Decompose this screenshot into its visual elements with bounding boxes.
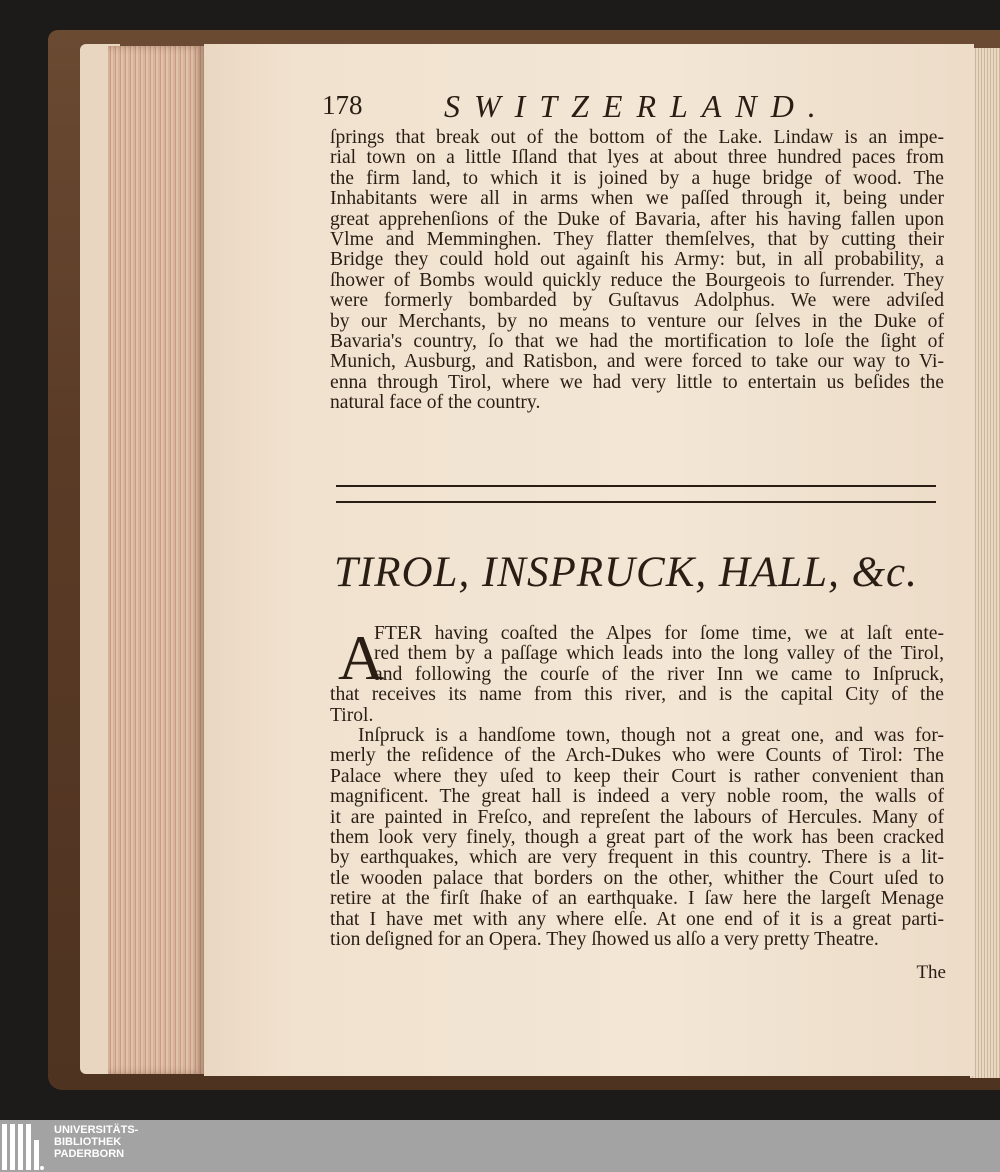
text-line: Tirol. [330,704,374,726]
text-line: Vlme and Memminghen. They flatter themſelves, that by cutting their [330,229,944,251]
text-line: and following the courſe of the river Inn we came to Inſpruck, [374,663,944,685]
library-name-line-2: BIBLIOTHEK [54,1136,122,1148]
library-name-line-1: UNIVERSITÄTS- [54,1124,139,1136]
text-line: retire at the firſt ſhake of an earthquake. I ſaw here the largeſt Menage [330,888,944,910]
drop-cap: A [338,622,385,693]
library-name [54,1124,138,1160]
paragraph-2 [330,624,944,951]
text-line: that I have met with any where elſe. At one end of it is a great parti- [330,908,944,930]
text-line: FTER having coaſted the Alpes for ſome time, we at laſt ente- [374,623,944,644]
text-line: magnificent. The great hall is indeed a very noble room, the walls of [330,786,944,808]
text-line: it are painted in Freſco, and repreſent the labours of Hercules. Many of [330,806,944,828]
text-line: Inſpruck is a handſome town, though not a great one, and was for- [358,725,944,747]
text-line: enna through Tirol, where we had very little to entertain us beſides the [330,371,944,393]
text-line: Bavaria's country, ſo that we had the mortification to loſe the ſight of [330,331,944,353]
text-line: ſprings that break out of the bottom of the Lake. Lindaw is an impe- [330,127,944,148]
text-line: red them by a paſſage which leads into the long valley of the Tirol, [374,643,944,665]
running-head: SWITZERLAND. [444,88,830,124]
text-line: Munich, Ausburg, and Ratisbon, and were forced to take our way to Vi- [330,351,944,373]
library-name-line-3: PADERBORN [54,1148,125,1160]
text-line: tle wooden palace that borders on the other, whither the Court uſed to [330,867,944,889]
section-rule-bottom [336,501,936,503]
text-line: tion deſigned for an Opera. They ſhowed us alſo a very pretty Theatre. [330,929,879,951]
text-line: them look very finely, though a great part of the work has been cracked [330,827,944,849]
text-line: great apprehenſions of the Duke of Bavaria, after his having fallen upon [330,208,944,230]
book-page [204,44,974,1076]
catchword: The [916,962,946,983]
text-line: ſhower of Bombs would quickly reduce the Bourgeois to ſurrender. They [330,269,944,291]
library-footer [0,1120,1000,1172]
page-number: 178 [322,90,363,120]
text-line: rial town on a little Iſland that lyes at about three hundred paces from [330,147,944,169]
text-line: that receives its name from this river, and is the capital City of the [330,684,944,706]
paragraph-1 [330,128,944,414]
text-line: natural face of the country. [330,392,541,414]
section-title: TIROL, INSPRUCK, HALL, &c. [334,549,918,596]
text-line: Palace where they uſed to keep their Court is rather convenient than [330,765,944,787]
text-line: merly the reſidence of the Arch-Dukes who were Counts of Tirol: The [330,745,944,767]
library-logo-icon [0,1124,48,1170]
text-line: the firm land, to which it is joined by a huge bridge of wood. The [330,167,944,189]
text-line: were formerly bombarded by Guſtavus Adolphus. We were adviſed [330,290,944,312]
text-line: Inhabitants were all in arms when we paſſed through it, being under [330,188,944,210]
text-line: by earthquakes, which are very frequent in this country. There is a lit- [330,847,944,869]
section-rule-top [336,485,936,487]
text-line: by our Merchants, by no means to venture our ſelves in the Duke of [330,310,944,332]
fore-edge [108,46,204,1074]
text-line: Bridge they could hold out againſt his Army: but, in all probability, a [330,249,944,271]
page-stack-right [970,48,1000,1078]
